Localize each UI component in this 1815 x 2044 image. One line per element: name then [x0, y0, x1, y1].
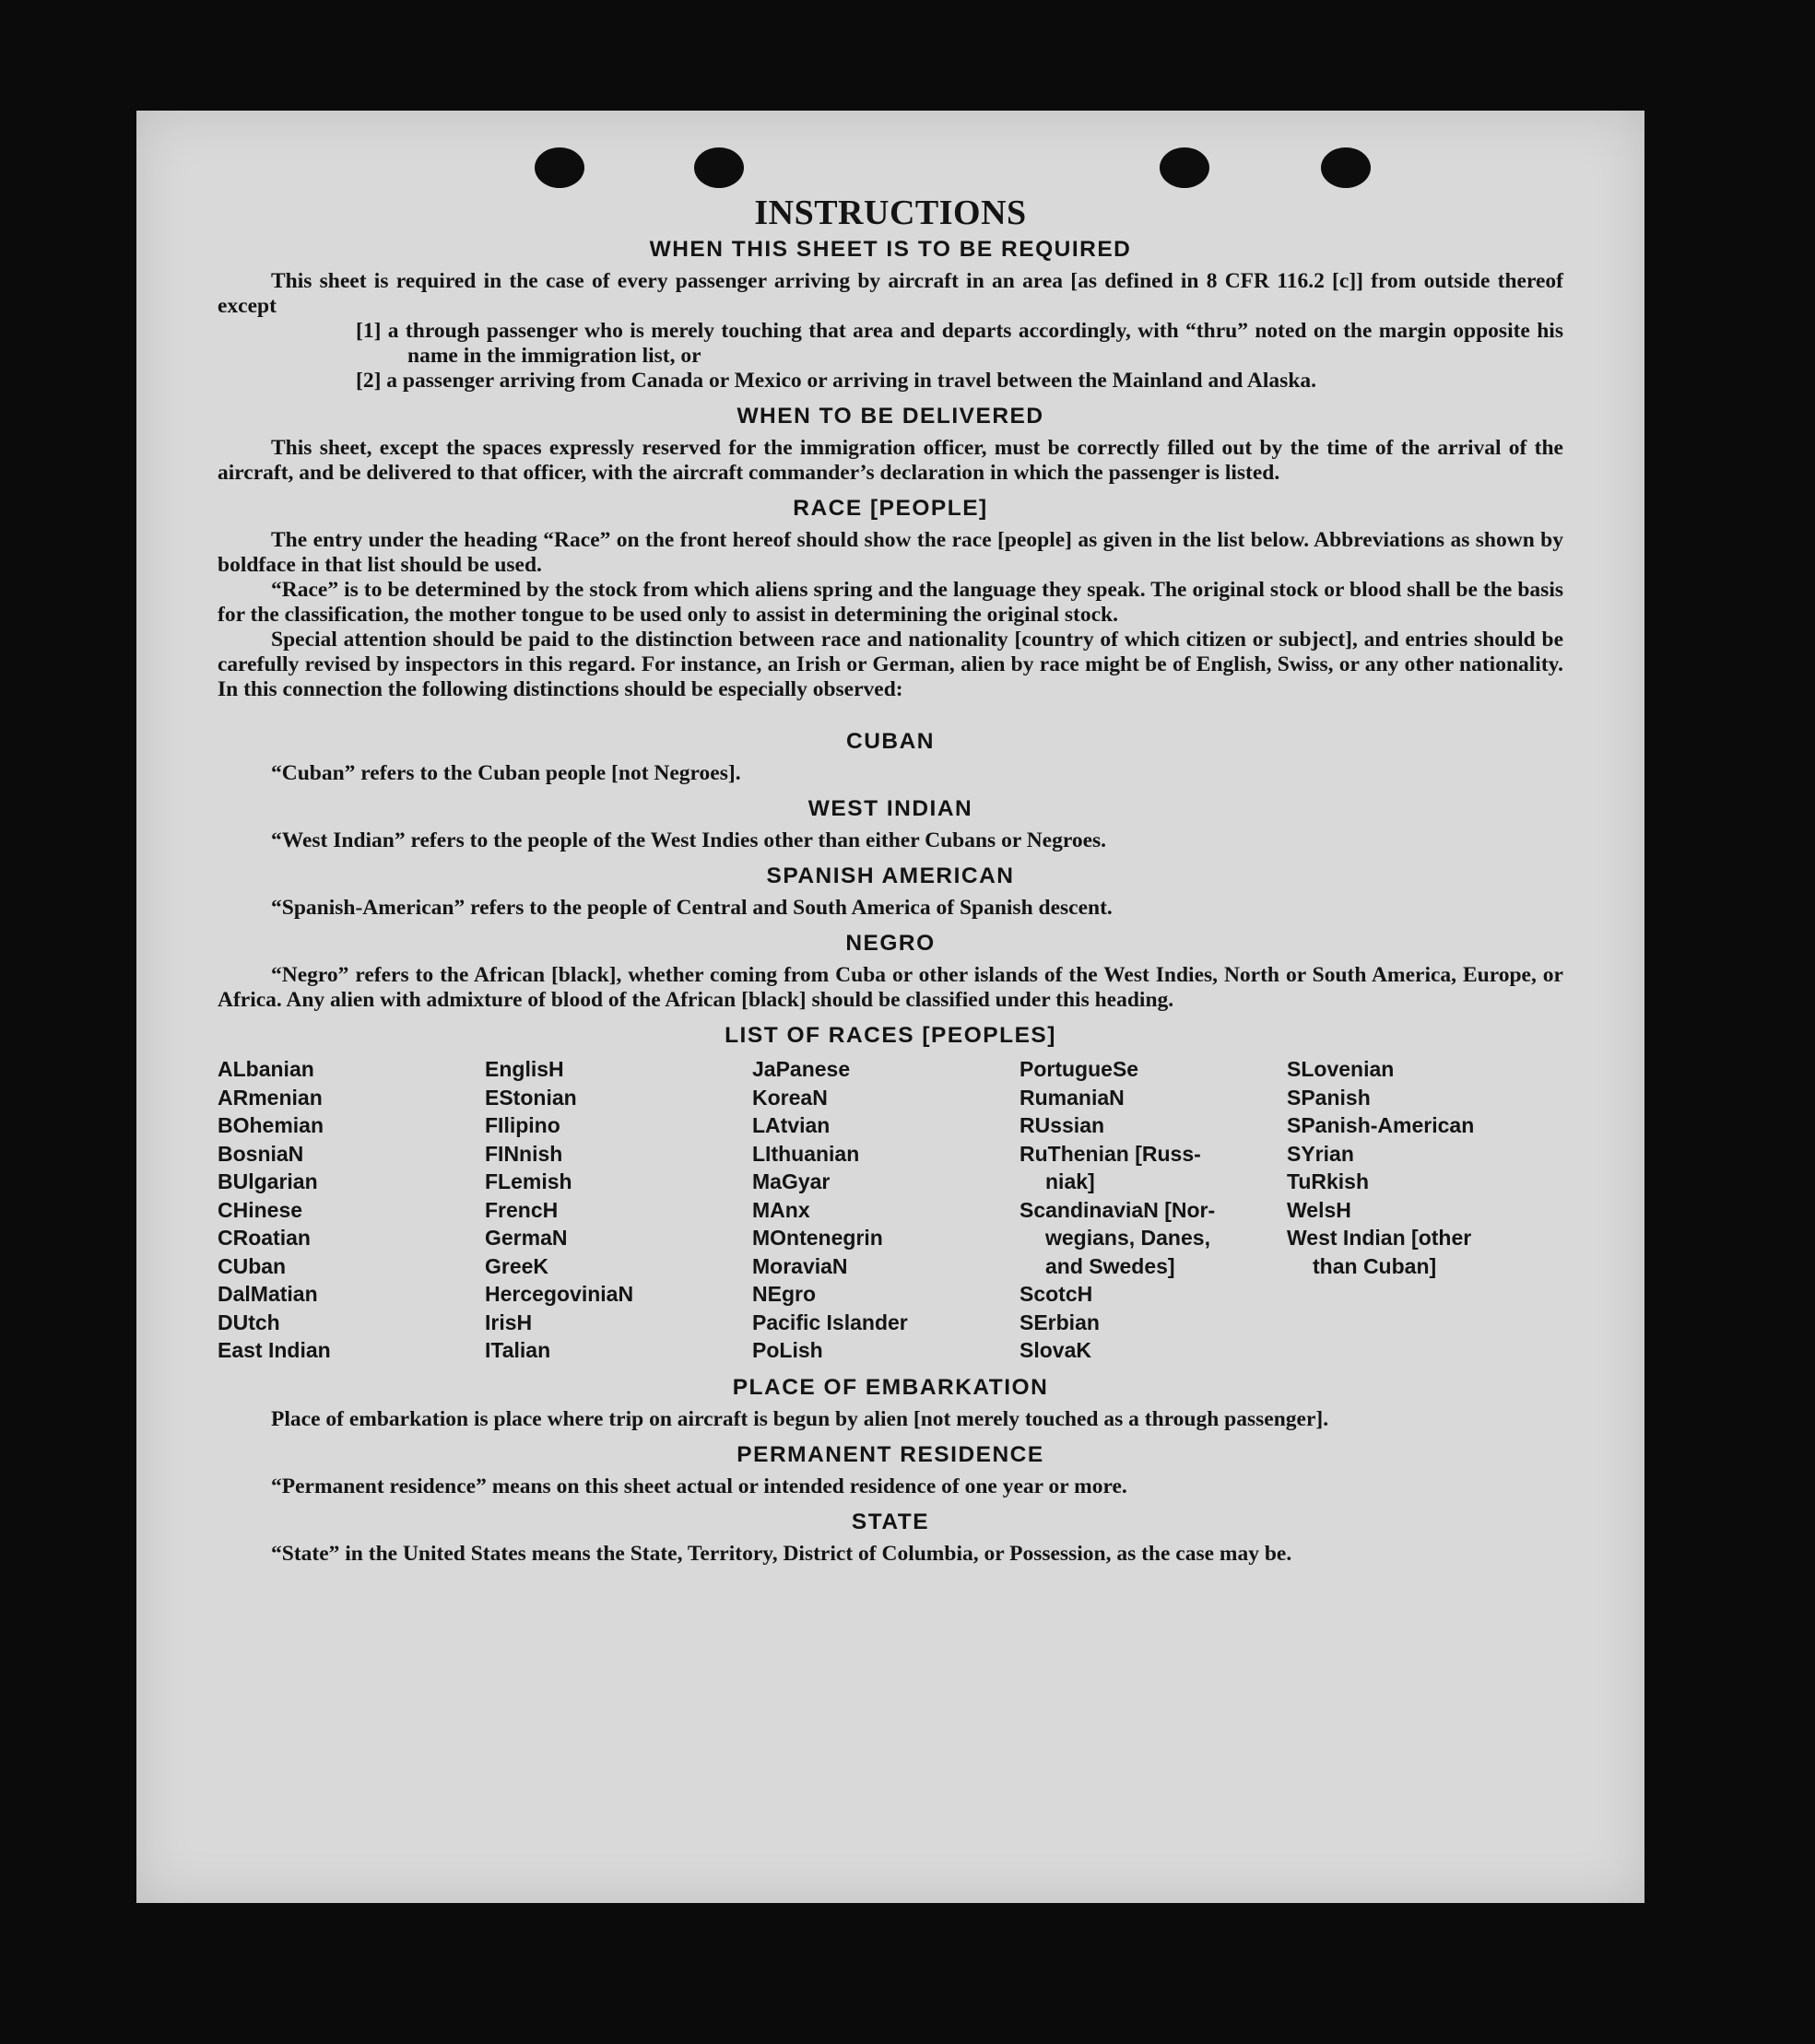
- race-entry: KoreaN: [752, 1085, 828, 1110]
- spanish-american-text: “Spanish-American” refers to the people of Central and South America of Spanish descent.: [271, 896, 1113, 920]
- race-entry: CHinese: [218, 1197, 303, 1222]
- race-entry: LIthuanian: [752, 1141, 860, 1166]
- race-entry: FINnish: [485, 1141, 563, 1166]
- west-indian-text: “West Indian” refers to the people of the West Indies other than either Cubans or Negroes.: [271, 828, 1107, 852]
- section-heading-races-list: LIST OF RACES [PEOPLES]: [725, 1023, 1056, 1048]
- race-entry: SLovenian: [1287, 1057, 1395, 1081]
- race-entry: HercegoviniaN: [485, 1282, 634, 1306]
- races-column: [485, 1055, 752, 1365]
- race-entry: NEgro: [752, 1282, 816, 1306]
- race-entry: CRoatian: [218, 1226, 311, 1250]
- race-entry: wegians, Danes,: [1045, 1226, 1210, 1250]
- residence-text: “Permanent residence” means on this sheet actual or intended residence of one year or more.: [271, 1474, 1127, 1498]
- race-paragraph: “Race” is to be determined by the stock from which aliens spring and the language they speak. The original stock or blood shall be the basis for the classification, the mother tongue to be used only to assist in determining the original stock.: [218, 578, 1563, 627]
- punch-hole: [694, 147, 744, 188]
- races-column: [1019, 1055, 1287, 1365]
- section-heading-required: WHEN THIS SHEET IS TO BE REQUIRED: [649, 237, 1132, 262]
- race-entry: SlovaK: [1019, 1338, 1091, 1362]
- race-entry: ALbanian: [218, 1057, 314, 1081]
- race-entry: BosniaN: [218, 1141, 304, 1166]
- race-paragraph: The entry under the heading “Race” on the front hereof should show the race [people] as given in the list below. Abbreviations as shown by boldface in that list should be used.: [218, 528, 1563, 577]
- race-entry: IrisH: [485, 1310, 533, 1334]
- races-column: [752, 1055, 1019, 1365]
- race-entry: JaPanese: [752, 1057, 851, 1081]
- race-entry: RUssian: [1019, 1113, 1105, 1137]
- section-heading-state: STATE: [851, 1509, 930, 1534]
- state-text: “State” in the United States means the State, Territory, District of Columbia, or Possession, as the case may be.: [271, 1541, 1292, 1566]
- negro-text: “Negro” refers to the African [black], whether coming from Cuba or other islands of the West Indies, North or South America, Europe, or Africa. Any alien with admixture of blood of the African [black] should be classified under this heading.: [218, 963, 1563, 1012]
- punch-hole: [1321, 147, 1371, 188]
- page-title: INSTRUCTIONS: [754, 194, 1027, 232]
- section-heading-cuban: CUBAN: [846, 729, 935, 754]
- race-paragraph: Special attention should be paid to the distinction between race and nationality [country of which citizen or subject], and entries should be carefully revised by inspectors in this regard. For instance, an Irish or German, alien by race might be of English, Swiss, or any other nationality. In this connection the following distinctions should be especially observed:: [218, 628, 1563, 701]
- race-entry: SYrian: [1287, 1141, 1354, 1166]
- race-entry: West Indian [other: [1287, 1226, 1472, 1250]
- race-entry: PoLish: [752, 1338, 823, 1362]
- section-heading-embarkation: PLACE OF EMBARKATION: [732, 1374, 1049, 1400]
- race-entry: BOhemian: [218, 1113, 324, 1137]
- section-heading-negro: NEGRO: [845, 931, 936, 956]
- race-entry: FIlipino: [485, 1113, 560, 1137]
- race-entry: FLemish: [485, 1169, 572, 1193]
- section-heading-race: RACE [PEOPLE]: [793, 496, 988, 521]
- punch-hole: [535, 147, 584, 188]
- race-entry: WelsH: [1287, 1197, 1351, 1222]
- race-entry: and Swedes]: [1045, 1253, 1175, 1278]
- instructions-body: [218, 194, 1563, 1567]
- document-sheet: [136, 111, 1644, 1903]
- race-entry: DUtch: [218, 1310, 280, 1334]
- race-entry: GermaN: [485, 1226, 568, 1250]
- race-entry: MOntenegrin: [752, 1226, 883, 1250]
- cuban-text: “Cuban” refers to the Cuban people [not Negroes].: [271, 761, 741, 785]
- race-entry: niak]: [1045, 1169, 1095, 1193]
- races-list: [218, 1055, 1563, 1365]
- race-entry: BUlgarian: [218, 1169, 318, 1193]
- race-entry: SPanish: [1287, 1085, 1371, 1110]
- race-entry: GreeK: [485, 1253, 549, 1278]
- section-heading-west-indian: WEST INDIAN: [807, 796, 973, 821]
- race-entry: East Indian: [218, 1338, 331, 1362]
- section-heading-delivered: WHEN TO BE DELIVERED: [737, 404, 1044, 429]
- required-intro: This sheet is required in the case of every passenger arriving by aircraft in an area [as defined in 8 CFR 116.2 [c]] from outside thereof except: [218, 269, 1563, 318]
- race-entry: ScandinaviaN [Nor-: [1019, 1197, 1216, 1222]
- races-column: [1287, 1055, 1554, 1365]
- race-entry: FrencH: [485, 1197, 559, 1222]
- race-entry: MaGyar: [752, 1169, 831, 1193]
- race-entry: ITalian: [485, 1338, 551, 1362]
- race-entry: MAnx: [752, 1197, 810, 1222]
- race-entry: DalMatian: [218, 1282, 318, 1306]
- race-entry: SErbian: [1019, 1310, 1100, 1334]
- race-entry: RuThenian [Russ-: [1019, 1141, 1201, 1166]
- race-entry: EStonian: [485, 1085, 577, 1110]
- race-entry: Pacific Islander: [752, 1310, 908, 1334]
- delivered-text: This sheet, except the spaces expressly reserved for the immigration officer, must be correctly filled out by the time of the arrival of the aircraft, and be delivered to that officer, with the aircraft commander’s declaration in which the passenger is listed.: [218, 436, 1563, 485]
- race-entry: MoraviaN: [752, 1253, 848, 1278]
- race-entry: ARmenian: [218, 1085, 323, 1110]
- race-entry: TuRkish: [1287, 1169, 1370, 1193]
- required-item: [2] a passenger arriving from Canada or Mexico or arriving in travel between the Mainland and Alaska.: [356, 369, 1317, 393]
- race-entry: PortugueSe: [1019, 1057, 1139, 1081]
- race-entry: LAtvian: [752, 1113, 831, 1137]
- race-entry: EnglisH: [485, 1057, 564, 1081]
- required-item: [1] a through passenger who is merely touching that area and departs accordingly, with “thru” noted on the margin opposite his name in the immigration list, or: [356, 319, 1563, 368]
- race-entry: RumaniaN: [1019, 1085, 1125, 1110]
- race-entry: ScotcH: [1019, 1282, 1093, 1306]
- punch-hole: [1160, 147, 1209, 188]
- races-column: [218, 1055, 485, 1365]
- section-heading-spanish-american: SPANISH AMERICAN: [766, 863, 1015, 888]
- race-entry: CUban: [218, 1253, 287, 1278]
- section-heading-residence: PERMANENT RESIDENCE: [737, 1441, 1044, 1467]
- embarkation-text: Place of embarkation is place where trip on aircraft is begun by alien [not merely touched as a through passenger].: [271, 1406, 1329, 1431]
- race-entry: SPanish-American: [1287, 1113, 1475, 1137]
- race-entry: than Cuban]: [1313, 1253, 1437, 1278]
